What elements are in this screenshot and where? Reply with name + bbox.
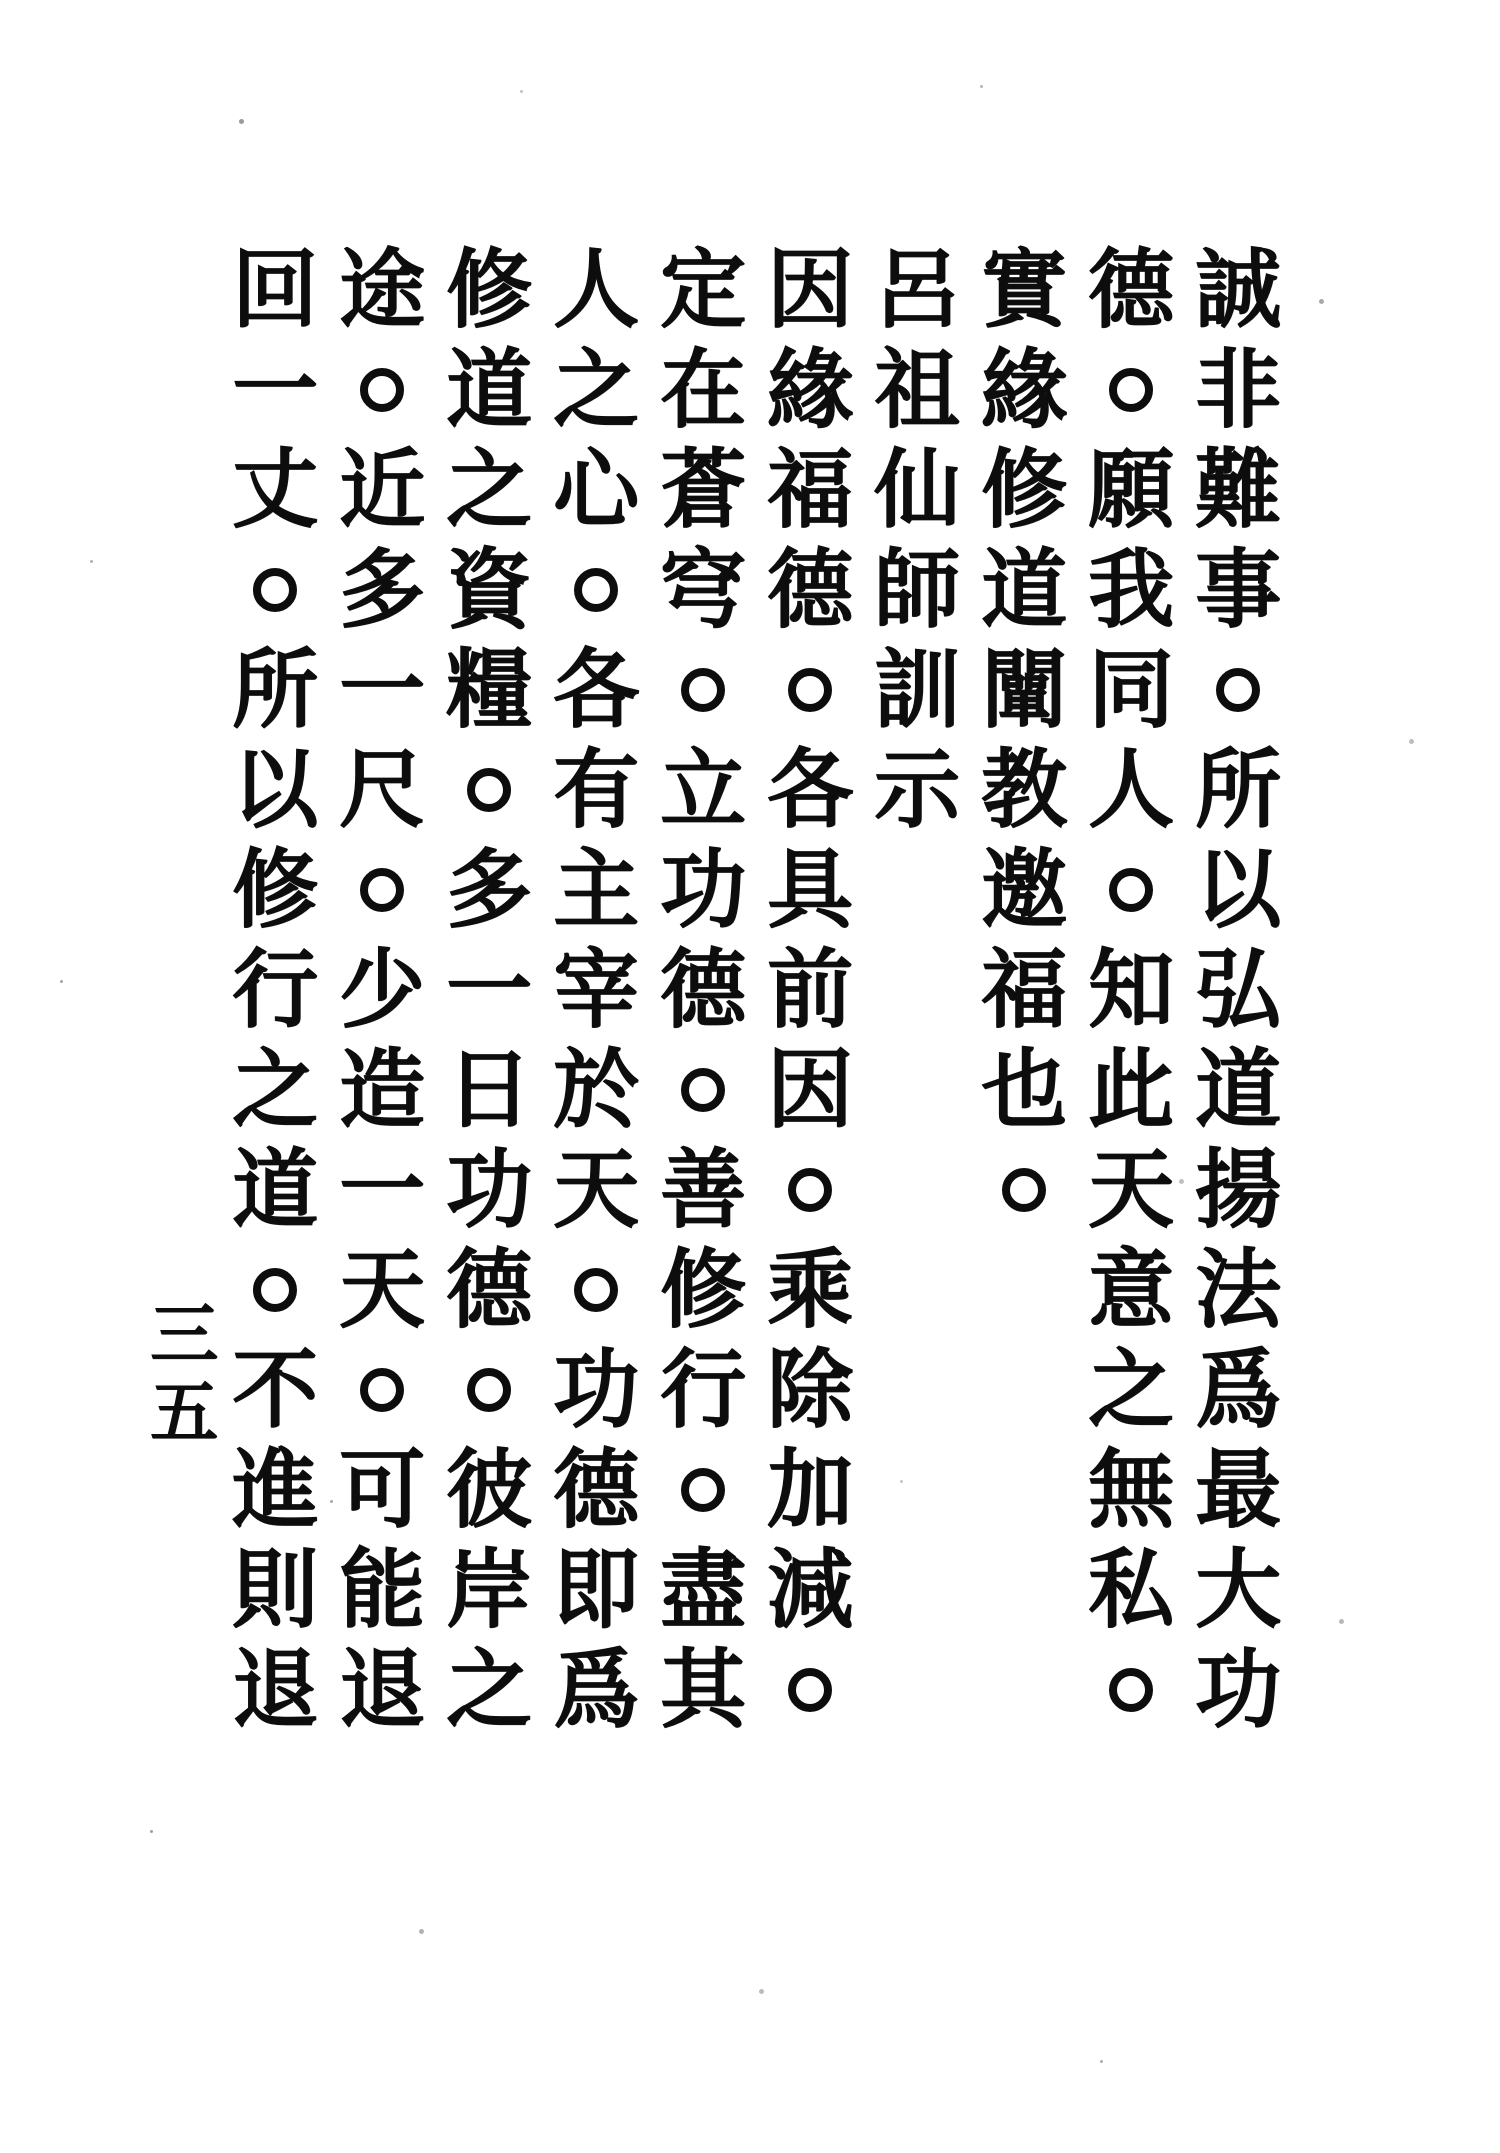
body-text-column — [227, 240, 323, 1740]
cjk-character: 願 — [1088, 439, 1174, 540]
body-text-column — [655, 240, 751, 1740]
cjk-character: 德 — [446, 1239, 532, 1340]
cjk-character: 立 — [660, 739, 746, 840]
cjk-character: 各 — [553, 639, 639, 740]
cjk-character: 糧 — [446, 639, 532, 740]
cjk-character: 人 — [553, 239, 639, 340]
cjk-character: 功 — [446, 1139, 532, 1240]
cjk-character: 無 — [1088, 1439, 1174, 1540]
cjk-character: 天 — [339, 1239, 425, 1340]
ideographic-period — [441, 740, 537, 840]
cjk-character: 在 — [660, 339, 746, 440]
cjk-character: 最 — [1195, 1439, 1281, 1540]
cjk-character: 修 — [446, 239, 532, 340]
cjk-character: 難 — [1195, 439, 1281, 540]
cjk-character: 所 — [232, 639, 318, 740]
cjk-character: 意 — [1088, 1239, 1174, 1340]
cjk-character: 人 — [1088, 739, 1174, 840]
cjk-character: 蒼 — [660, 439, 746, 540]
cjk-character: 法 — [1195, 1239, 1281, 1340]
cjk-character: 爲 — [1195, 1339, 1281, 1440]
cjk-character: 具 — [767, 839, 853, 940]
cjk-character: 彼 — [446, 1439, 532, 1540]
cjk-character: 示 — [874, 739, 960, 840]
cjk-character: 知 — [1088, 939, 1174, 1040]
cjk-character: 天 — [553, 1139, 639, 1240]
ideographic-period — [334, 840, 430, 940]
ideographic-period — [1083, 1640, 1179, 1740]
cjk-character: 前 — [767, 939, 853, 1040]
cjk-character: 道 — [232, 1139, 318, 1240]
ideographic-period — [441, 1340, 537, 1440]
body-text-column — [441, 240, 537, 1740]
cjk-character: 宰 — [553, 939, 639, 1040]
cjk-character: 德 — [660, 939, 746, 1040]
ideographic-period — [762, 640, 858, 740]
ideographic-period — [1190, 640, 1286, 740]
cjk-character: 福 — [767, 439, 853, 540]
cjk-character: 誠 — [1195, 239, 1281, 340]
cjk-character: 師 — [874, 539, 960, 640]
cjk-character: 呂 — [874, 239, 960, 340]
cjk-character: 爲 — [553, 1639, 639, 1740]
ideographic-period — [762, 1640, 858, 1740]
cjk-character: 我 — [1088, 539, 1174, 640]
heading-column — [869, 240, 965, 1740]
ideographic-period — [227, 1240, 323, 1340]
ideographic-period — [976, 1140, 1072, 1240]
cjk-character: 則 — [232, 1539, 318, 1640]
scan-noise — [0, 0, 3, 3]
cjk-character: 也 — [981, 1039, 1067, 1140]
cjk-character: 一 — [232, 339, 318, 440]
ideographic-period — [227, 540, 323, 640]
ideographic-period — [548, 540, 644, 640]
cjk-character: 少 — [339, 939, 425, 1040]
cjk-character: 可 — [339, 1439, 425, 1540]
cjk-character: 功 — [553, 1339, 639, 1440]
cjk-character: 揚 — [1195, 1139, 1281, 1240]
ideographic-period — [1083, 840, 1179, 940]
cjk-character: 一 — [339, 639, 425, 740]
cjk-character: 以 — [232, 739, 318, 840]
body-text-column — [1190, 240, 1286, 1740]
cjk-character: 緣 — [981, 339, 1067, 440]
cjk-character: 道 — [981, 539, 1067, 640]
cjk-character: 緣 — [767, 339, 853, 440]
cjk-character: 加 — [767, 1439, 853, 1540]
cjk-character: 教 — [981, 739, 1067, 840]
cjk-character: 穹 — [660, 539, 746, 640]
ideographic-period — [655, 640, 751, 740]
cjk-character: 私 — [1088, 1539, 1174, 1640]
cjk-character: 一 — [339, 1139, 425, 1240]
cjk-character: 各 — [767, 739, 853, 840]
cjk-character: 之 — [446, 439, 532, 540]
cjk-character: 進 — [232, 1439, 318, 1540]
cjk-character: 造 — [339, 1039, 425, 1140]
cjk-character: 此 — [1088, 1039, 1174, 1140]
cjk-character: 因 — [767, 1039, 853, 1140]
cjk-character: 弘 — [1195, 939, 1281, 1040]
cjk-character: 退 — [232, 1639, 318, 1740]
cjk-character: 因 — [767, 239, 853, 340]
cjk-character: 道 — [1195, 1039, 1281, 1140]
cjk-character: 減 — [767, 1539, 853, 1640]
cjk-character: 主 — [553, 839, 639, 940]
vertical-text-block — [222, 240, 1286, 1740]
cjk-character: 岸 — [446, 1539, 532, 1640]
cjk-character: 多 — [446, 839, 532, 940]
cjk-character: 福 — [981, 939, 1067, 1040]
cjk-character: 有 — [553, 739, 639, 840]
cjk-character: 能 — [339, 1539, 425, 1640]
cjk-character: 功 — [1195, 1639, 1281, 1740]
cjk-character: 近 — [339, 439, 425, 540]
cjk-character: 同 — [1088, 639, 1174, 740]
cjk-character: 定 — [660, 239, 746, 340]
cjk-character: 德 — [553, 1439, 639, 1540]
ideographic-period — [655, 1040, 751, 1140]
cjk-character: 日 — [446, 1039, 532, 1140]
cjk-character: 退 — [339, 1639, 425, 1740]
body-text-column — [762, 240, 858, 1740]
cjk-character: 盡 — [660, 1539, 746, 1640]
cjk-character: 心 — [553, 439, 639, 540]
cjk-character: 祖 — [874, 339, 960, 440]
cjk-character: 修 — [981, 439, 1067, 540]
cjk-character: 之 — [553, 339, 639, 440]
ideographic-period — [655, 1440, 751, 1540]
cjk-character: 除 — [767, 1339, 853, 1440]
cjk-character: 大 — [1195, 1539, 1281, 1640]
cjk-character: 修 — [660, 1239, 746, 1340]
body-text-column — [1083, 240, 1179, 1740]
cjk-character: 以 — [1195, 839, 1281, 940]
cjk-character: 乘 — [767, 1239, 853, 1340]
cjk-character: 行 — [232, 939, 318, 1040]
body-text-column — [334, 240, 430, 1740]
cjk-character: 訓 — [874, 639, 960, 740]
cjk-character: 所 — [1195, 739, 1281, 840]
cjk-character: 德 — [767, 539, 853, 640]
cjk-character: 多 — [339, 539, 425, 640]
cjk-character: 回 — [232, 239, 318, 340]
cjk-character: 不 — [232, 1339, 318, 1440]
cjk-character: 之 — [232, 1039, 318, 1140]
cjk-character: 實 — [981, 239, 1067, 340]
ideographic-period — [762, 1140, 858, 1240]
cjk-character: 丈 — [232, 439, 318, 540]
cjk-character: 天 — [1088, 1139, 1174, 1240]
cjk-character: 仙 — [874, 439, 960, 540]
body-text-column — [548, 240, 644, 1740]
ideographic-period — [1083, 340, 1179, 440]
cjk-character: 道 — [446, 339, 532, 440]
page-number — [138, 1296, 230, 1452]
cjk-character: 邀 — [981, 839, 1067, 940]
cjk-character: 善 — [660, 1139, 746, 1240]
ideographic-period — [548, 1240, 644, 1340]
ideographic-period — [334, 1340, 430, 1440]
cjk-character: 途 — [339, 239, 425, 340]
cjk-character: 功 — [660, 839, 746, 940]
ideographic-period — [334, 340, 430, 440]
cjk-character: 德 — [1088, 239, 1174, 340]
cjk-character: 事 — [1195, 539, 1281, 640]
cjk-character: 修 — [232, 839, 318, 940]
cjk-character: 之 — [446, 1639, 532, 1740]
cjk-character: 之 — [1088, 1339, 1174, 1440]
cjk-character: 闡 — [981, 639, 1067, 740]
cjk-character: 資 — [446, 539, 532, 640]
cjk-character: 非 — [1195, 339, 1281, 440]
body-text-column — [976, 240, 1072, 1740]
cjk-character: 即 — [553, 1539, 639, 1640]
cjk-character: 其 — [660, 1639, 746, 1740]
cjk-character: 三 — [149, 1295, 218, 1375]
cjk-character: 於 — [553, 1039, 639, 1140]
cjk-character: 一 — [446, 939, 532, 1040]
cjk-character: 尺 — [339, 739, 425, 840]
cjk-character: 五 — [149, 1373, 218, 1453]
cjk-character: 行 — [660, 1339, 746, 1440]
